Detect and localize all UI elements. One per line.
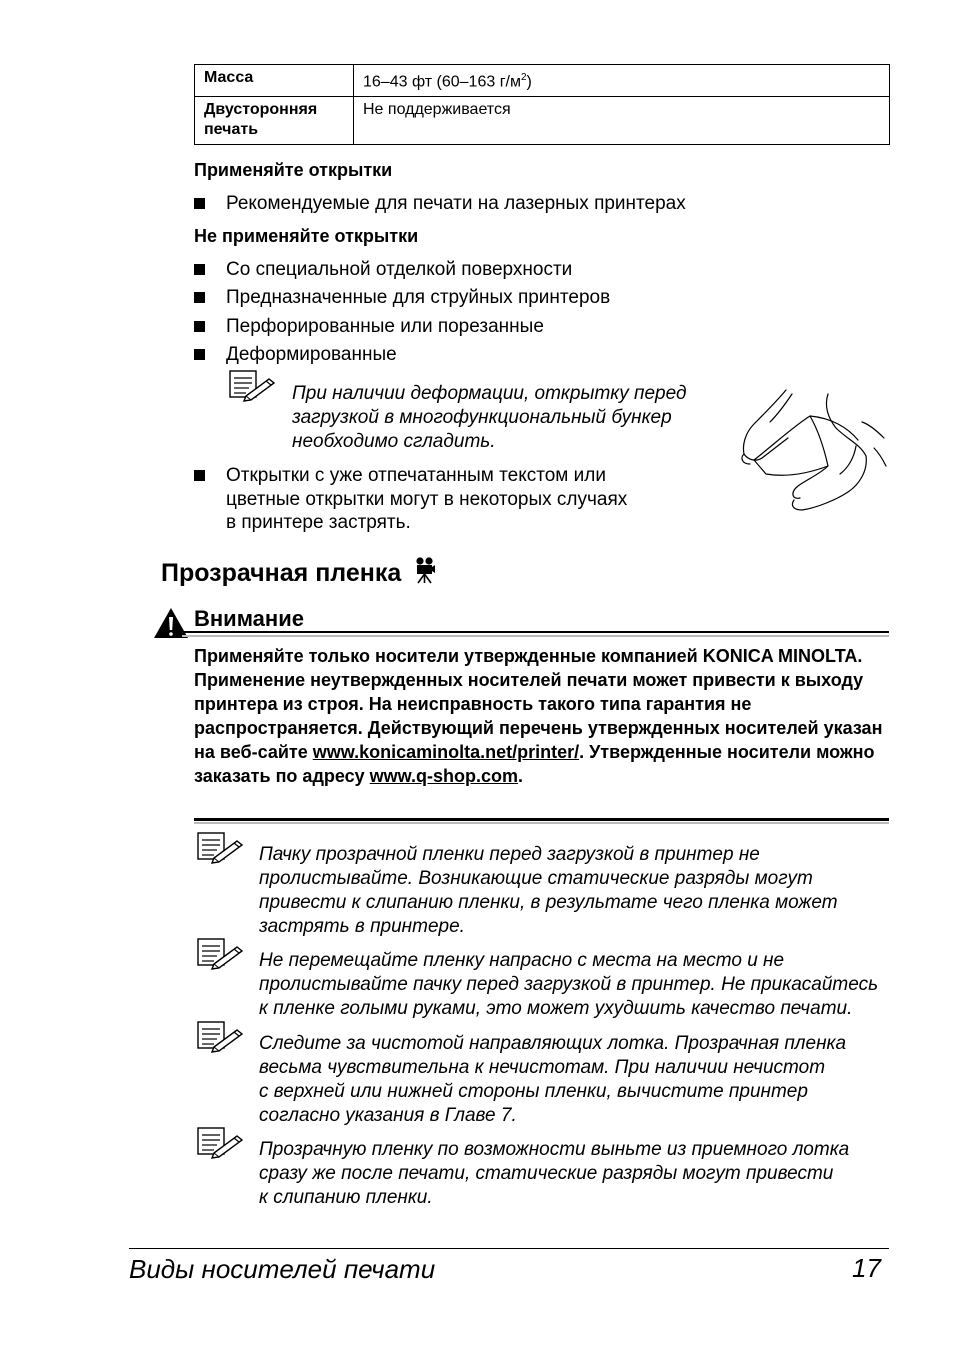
page-number: 17 bbox=[852, 1253, 881, 1283]
table-row bbox=[195, 65, 890, 97]
konica-link[interactable]: www.konicaminolta.net/printer/ bbox=[312, 742, 580, 762]
bullet-icon bbox=[194, 264, 205, 275]
table-value: 16–43 фт (60–163 $г/м^2$) bbox=[354, 65, 890, 97]
bullet-icon bbox=[194, 470, 205, 481]
movie-camera-icon bbox=[414, 556, 436, 584]
warning-bottom-rule-shadow bbox=[194, 822, 889, 824]
bullet-icon bbox=[194, 349, 205, 360]
bullet-icon bbox=[194, 198, 205, 209]
note-text: Пачку прозрачной пленки перед загрузкой в принтер не пролистывайте. Возникающие статические разряды могут привести к слипанию пленки, в результате чего пленка может застрять в принтере. bbox=[259, 844, 838, 937]
spec-table bbox=[194, 64, 890, 145]
warning-text: Применяйте только носители утвержденные компанией KONICA MINOLTA. Применение неутвержденных носителей печати может привести к выходу принтера из строя. На неисправность такого типа гарантия не распространяется. Действующий перечень утвержденных носителей указан на веб-сайте www.konicaminolta.net/printer/. Утвержденные носители можно заказать по адресу www.q-shop.com. bbox=[194, 646, 883, 786]
note-text: Прозрачную пленку по возможности выньте из приемного лотка сразу же после печати, статические разряды могут привести к слипанию пленки. bbox=[259, 1139, 850, 1208]
bending-postcard-illustration bbox=[736, 388, 888, 514]
footer-rule bbox=[129, 1248, 889, 1249]
warning-top-rule-shadow bbox=[182, 635, 889, 637]
bullet-icon bbox=[194, 321, 205, 332]
section-title: Прозрачная пленка bbox=[161, 556, 436, 588]
note-pencil-icon bbox=[197, 1127, 243, 1159]
bullet-icon bbox=[194, 292, 205, 303]
table-value: Не поддерживается bbox=[354, 97, 890, 145]
table-key: Двусторонняя печать bbox=[195, 97, 354, 145]
note-pencil-icon bbox=[229, 370, 275, 402]
dont-use-postcards-heading: Не применяйте открытки bbox=[194, 226, 419, 246]
table-key: Масса bbox=[195, 65, 354, 97]
note-text: Не перемещайте пленку напрасно с места на место и не пролистывайте пачку перед загрузкой в принтер. Не прикасайтесь к пленке голыми руками, это может ухудшить качество печати. bbox=[259, 950, 879, 1019]
warning-bottom-rule bbox=[194, 818, 889, 821]
note-pencil-icon bbox=[197, 1021, 243, 1053]
warning-label: Внимание bbox=[194, 606, 304, 631]
use-postcards-heading: Применяйте открытки bbox=[194, 160, 393, 180]
qshop-link[interactable]: www.q-shop.com bbox=[369, 766, 519, 786]
note-pencil-icon bbox=[197, 938, 243, 970]
table-row bbox=[195, 97, 890, 145]
note-text: Следите за чистотой направляющих лотка. Прозрачная пленка весьма чувствительна к нечистотам. При наличии нечистот с верхней или нижней стороны пленки, вычистите принтер согласно указания в Главе 7. bbox=[259, 1033, 847, 1126]
footer-title: Виды носителей печати bbox=[129, 1254, 436, 1284]
warning-top-rule bbox=[182, 631, 889, 633]
note-pencil-icon bbox=[197, 832, 243, 864]
note-text: При наличии деформации, открытку перед загрузкой в многофункциональный бункер необходимо сгладить. bbox=[292, 383, 687, 452]
